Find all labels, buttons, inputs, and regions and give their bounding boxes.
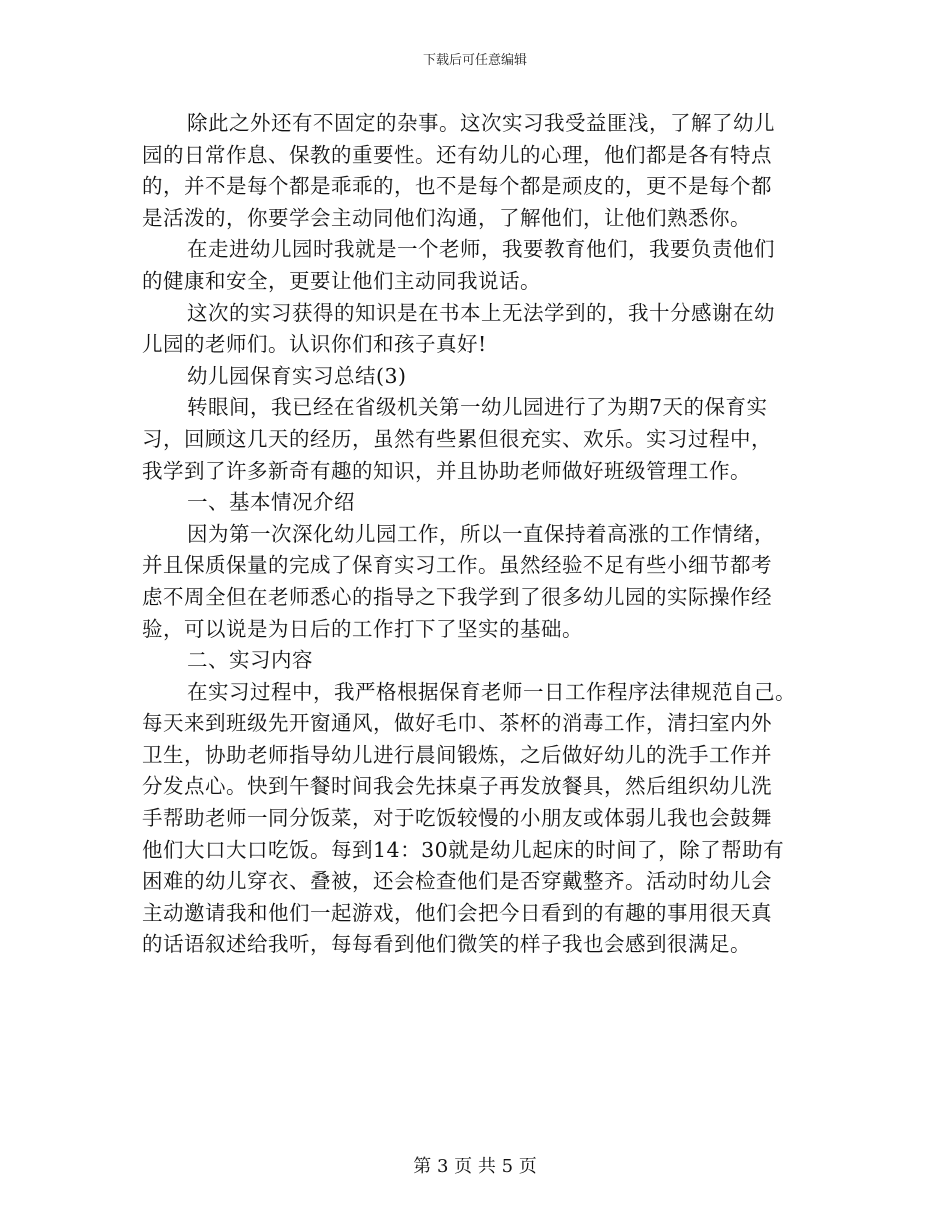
text-line: 卫生，协助老师指导幼儿进行晨间锻炼，之后做好幼儿的洗手工作并 [142, 742, 772, 767]
page-footer: 第 3 页 共 5 页 [413, 1156, 537, 1177]
text-line: 的，并不是每个都是乖乖的，也不是每个都是顽皮的，更不是每个都 [142, 174, 772, 199]
text-line: 习，回顾这几天的经历，虽然有些累但很充实、欢乐。实习过程中， [142, 426, 772, 451]
text-line: 是活泼的，你要学会主动同他们沟通，了解他们，让他们熟悉你。 [142, 205, 751, 230]
text-line: 分发点心。快到午餐时间我会先抹桌子再发放餐具，然后组织幼儿洗 [142, 774, 772, 799]
text-line: 主动邀请我和他们一起游戏，他们会把今日看到的有趣的事用很天真 [142, 900, 772, 925]
text-line: 我学到了许多新奇有趣的知识，并且协助老师做好班级管理工作。 [142, 458, 751, 483]
text-line: 除此之外还有不固定的杂事。这次实习我受益匪浅，了解了幼儿 [187, 111, 775, 135]
text-line: 验，可以说是为日后的工作打下了坚实的基础。 [142, 616, 583, 641]
text-line: 每天来到班级先开窗通风，做好毛巾、茶杯的消毒工作，清扫室内外 [142, 711, 772, 736]
document-body [142, 108, 822, 961]
text-line: 困难的幼儿穿衣、叠被，还会检查他们是否穿戴整齐。活动时幼儿会 [142, 869, 772, 894]
page-header: 下载后可任意编辑 [422, 53, 527, 68]
text-line: 虑不周全但在老师悉心的指导之下我学到了很多幼儿园的实际操作经 [142, 584, 772, 609]
section-heading: 二、实习内容 [187, 648, 313, 673]
text-line: 手帮助老师一同分饭菜，对于吃饭较慢的小朋友或体弱儿我也会鼓舞 [142, 806, 772, 831]
text-line: 他们大口大口吃饭。每到14：30就是幼儿起床的时间了，除了帮助有 [142, 837, 785, 862]
text-line: 因为第一次深化幼儿园工作，所以一直保持着高涨的工作情绪， [187, 521, 775, 546]
text-line: 转眼间，我已经在省级机关第一幼儿园进行了为期7天的保育实 [187, 395, 768, 420]
text-line: 在实习过程中，我严格根据保育老师一日工作程序法律规范自己。 [187, 679, 796, 704]
text-line: 的话语叙述给我听，每每看到他们微笑的样子我也会感到很满足。 [142, 932, 751, 957]
section-title: 幼儿园保育实习总结(3) [187, 363, 407, 388]
text-line: 在走进幼儿园时我就是一个老师，我要教育他们，我要负责他们 [187, 237, 775, 262]
text-line: 并且保质保量的完成了保育实习工作。虽然经验不足有些小细节都考 [142, 553, 772, 578]
text-line: 园的日常作息、保教的重要性。还有幼儿的心理，他们都是各有特点 [142, 142, 772, 167]
text-line: 儿园的老师们。认识你们和孩子真好! [142, 332, 487, 357]
section-heading: 一、基本情况介绍 [187, 490, 355, 515]
text-line: 的健康和安全，更要让他们主动同我说话。 [142, 268, 541, 293]
text-line: 这次的实习获得的知识是在书本上无法学到的，我十分感谢在幼 [187, 300, 775, 325]
